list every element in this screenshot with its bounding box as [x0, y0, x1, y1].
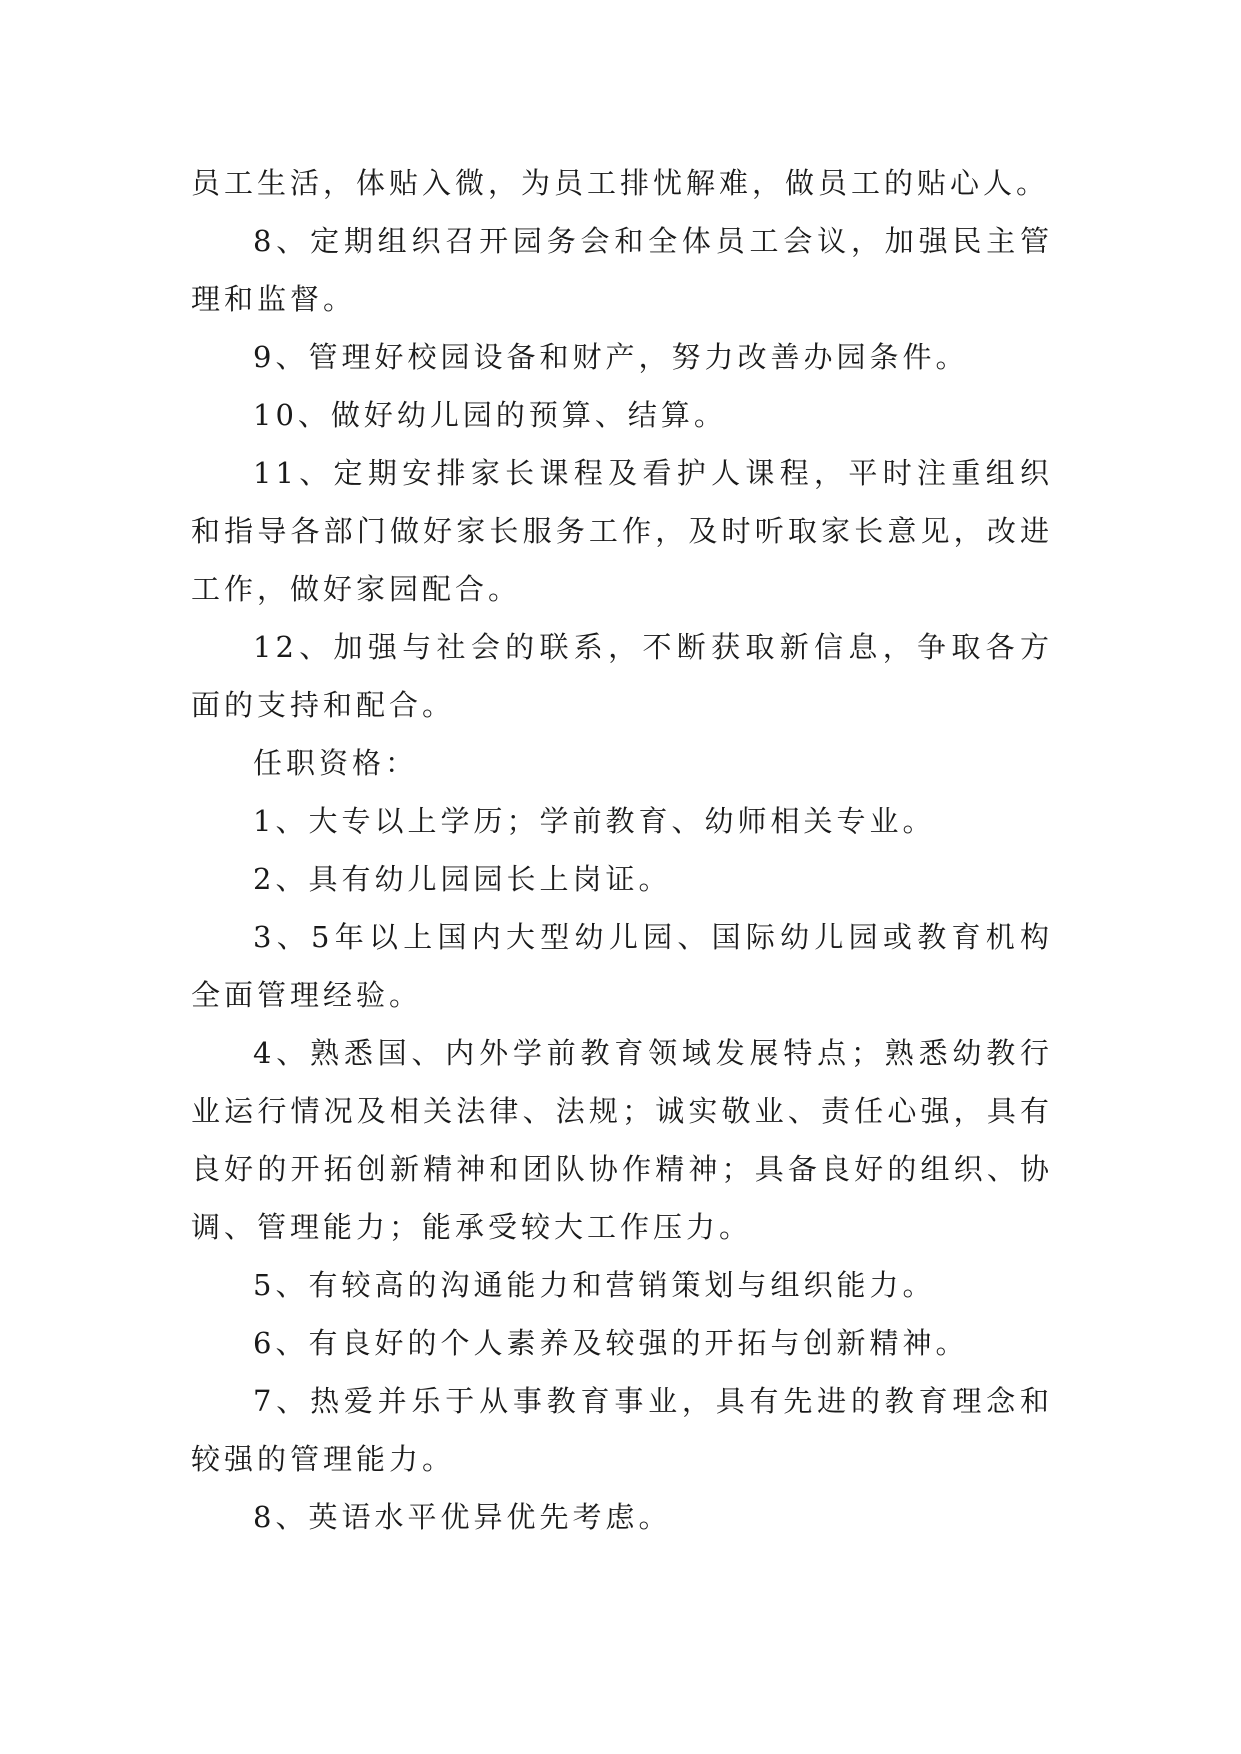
- paragraph-9: 3、5年以上国内大型幼儿园、国际幼儿园或教育机构全面管理经验。: [191, 920, 1053, 1012]
- paragraph-3: 10、做好幼儿园的预算、结算。: [253, 398, 727, 432]
- paragraph-10: 4、熟悉国、内外学前教育领域发展特点；熟悉幼教行业运行情况及相关法律、法规；诚实敬业、责任心强，具有良好的开拓创新精神和团队协作精神；具备良好的组织、协调、管理能力；能承受较大工作压力。: [191, 1036, 1053, 1244]
- paragraph-8: 2、具有幼儿园园长上岗证。: [253, 862, 672, 896]
- paragraph-0: 员工生活，体贴入微，为员工排忧解难，做员工的贴心人。: [191, 166, 1050, 200]
- paragraph-2: 9、管理好校园设备和财产，努力改善办园条件。: [253, 340, 969, 374]
- document-body: [191, 154, 1053, 1546]
- paragraph-11: 5、有较高的沟通能力和营销策划与组织能力。: [253, 1268, 936, 1302]
- paragraph-13: 7、热爱并乐于从事教育事业，具有先进的教育理念和较强的管理能力。: [191, 1384, 1053, 1476]
- section-heading-qualifications: 任职资格：: [253, 746, 419, 780]
- paragraph-5: 12、加强与社会的联系，不断获取新信息，争取各方面的支持和配合。: [191, 630, 1053, 722]
- paragraph-7: 1、大专以上学历；学前教育、幼师相关专业。: [253, 804, 936, 838]
- paragraph-12: 6、有良好的个人素养及较强的开拓与创新精神。: [253, 1326, 969, 1360]
- paragraph-1: 8、定期组织召开园务会和全体员工会议，加强民主管理和监督。: [191, 224, 1053, 316]
- paragraph-4: 11、定期安排家长课程及看护人课程，平时注重组织和指导各部门做好家长服务工作，及时听取家长意见，改进工作，做好家园配合。: [191, 456, 1053, 606]
- paragraph-14: 8、英语水平优异优先考虑。: [253, 1500, 672, 1534]
